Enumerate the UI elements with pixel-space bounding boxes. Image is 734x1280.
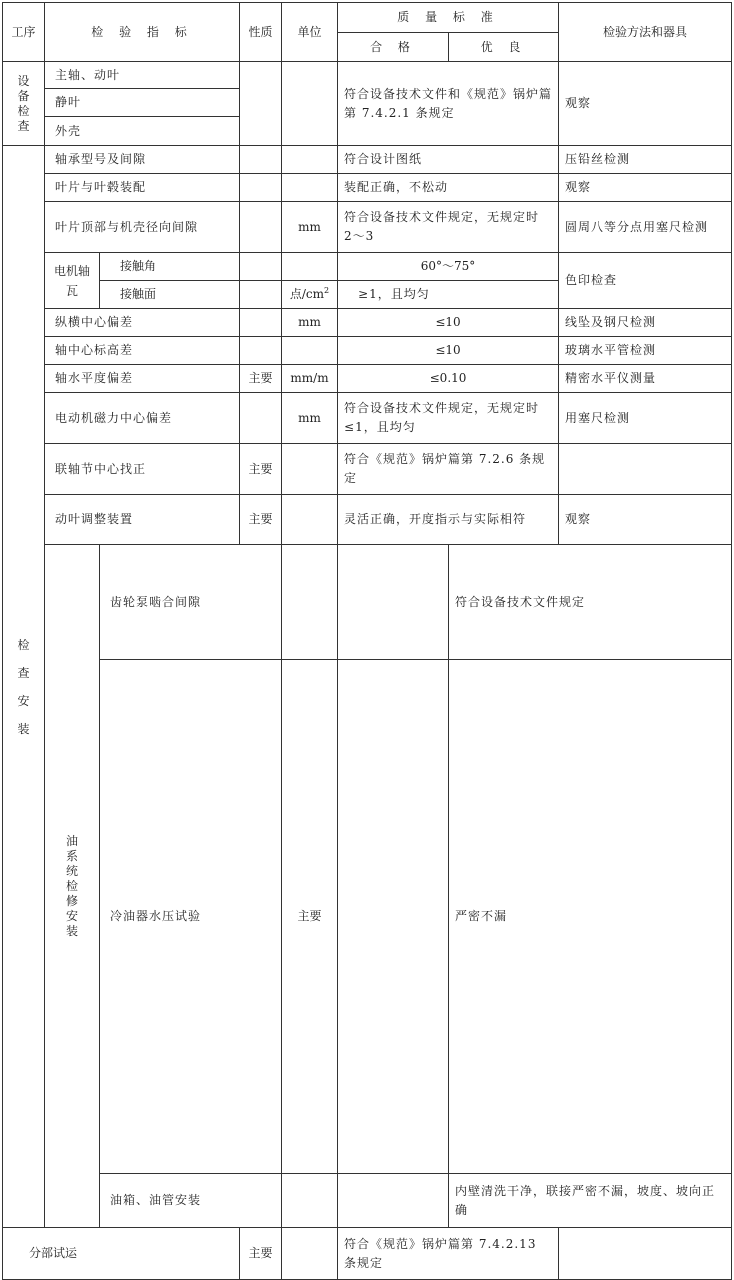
standard-cell: 符合设备技术文件规定，无规定时≤1，且均匀 <box>338 393 559 444</box>
standard-cell: 装配正确，不松动 <box>338 174 559 202</box>
method-cell: 圆周八等分点用塞尺检测 <box>559 202 732 253</box>
unit-cell <box>282 146 338 174</box>
header-qualified: 合 格 <box>338 33 449 62</box>
unit-cell <box>338 545 449 660</box>
unit-cell: mm/m <box>282 365 338 393</box>
header-unit: 单位 <box>282 3 338 62</box>
unit-cell: mm <box>282 202 338 253</box>
standard-cell: ≤10 <box>338 309 559 337</box>
nature-cell: 主要 <box>240 444 282 495</box>
method-cell: 线坠及钢尺检测 <box>559 309 732 337</box>
method-cell <box>559 1228 732 1280</box>
standard-cell: 灵活正确，开度指示与实际相符 <box>338 495 559 545</box>
unit-cell <box>282 62 338 146</box>
header-process: 工序 <box>3 3 45 62</box>
standard-cell: 符合《规范》锅炉篇第 7.4.2.13 条规定 <box>338 1228 559 1280</box>
header-excellent: 优 良 <box>449 33 559 62</box>
header-quality: 质 量 标 准 <box>338 3 559 33</box>
nature-cell <box>240 62 282 146</box>
nature-cell <box>240 174 282 202</box>
standard-cell: 符合设备技术文件规定 <box>449 545 732 660</box>
method-cell: 压铅丝检测 <box>559 146 732 174</box>
unit-cell <box>282 1228 338 1280</box>
section-equipment: 设备检查 <box>3 62 45 146</box>
trial-item-cell: 分部试运 <box>3 1228 240 1280</box>
item-cell: 动叶调整装置 <box>45 495 240 545</box>
item-cell: 外壳 <box>45 117 240 146</box>
method-cell: 观察 <box>559 174 732 202</box>
inspection-table <box>2 2 732 1280</box>
unit-cell <box>282 253 338 281</box>
standard-cell: 内壁清洗干净，联接严密不漏，坡度、坡向正确 <box>449 1174 732 1228</box>
method-cell: 色印检查 <box>559 253 732 309</box>
standard-cell: 符合设备技术文件和《规范》锅炉篇第 7.4.2.1 条规定 <box>338 62 559 146</box>
header-method: 检验方法和器具 <box>559 3 732 62</box>
table-row <box>3 393 732 444</box>
item-cell: 电动机磁力中心偏差 <box>45 393 240 444</box>
item-cell: 轴中心标高差 <box>45 337 240 365</box>
table-row <box>3 253 732 281</box>
table-row <box>3 1228 732 1280</box>
standard-cell: ≤0.10 <box>338 365 559 393</box>
nature-cell: 主要 <box>240 1228 282 1280</box>
item-cell: 纵横中心偏差 <box>45 309 240 337</box>
standard-cell: 严密不漏 <box>449 660 732 1174</box>
item-cell: 冷油器水压试验 <box>100 660 282 1174</box>
table-row <box>3 337 732 365</box>
table-row <box>3 62 732 89</box>
unit-cell <box>338 660 449 1174</box>
standard-cell: ≤10 <box>338 337 559 365</box>
standard-cell: 60°～75° <box>338 253 559 281</box>
nature-cell: 主要 <box>240 495 282 545</box>
unit-cell <box>282 444 338 495</box>
item-cell: 叶片与叶毂装配 <box>45 174 240 202</box>
table-row <box>3 660 732 1174</box>
method-cell: 玻璃水平管检测 <box>559 337 732 365</box>
section-oil: 油系统检修安装 <box>45 545 100 1228</box>
table-row <box>3 146 732 174</box>
unit-cell: mm <box>282 393 338 444</box>
table-row <box>3 1174 732 1228</box>
method-cell: 观察 <box>559 495 732 545</box>
item-cell: 接触面 <box>100 281 240 309</box>
table-row <box>3 365 732 393</box>
item-cell: 轴水平度偏差 <box>45 365 240 393</box>
nature-cell <box>240 146 282 174</box>
unit-cell: 点$/cm^2$ <box>282 281 338 309</box>
unit-cell <box>282 174 338 202</box>
method-cell: 用塞尺检测 <box>559 393 732 444</box>
motor-bearing-group: 电机轴瓦 <box>45 253 100 309</box>
item-cell: 叶片顶部与机壳径向间隙 <box>45 202 240 253</box>
nature-cell <box>240 337 282 365</box>
header-indicator: 检 验 指 标 <box>45 3 240 62</box>
nature-cell <box>282 545 338 660</box>
item-cell: 主轴、动叶 <box>45 62 240 89</box>
item-cell: 联轴节中心找正 <box>45 444 240 495</box>
table-row <box>3 202 732 253</box>
nature-cell <box>240 281 282 309</box>
table-row <box>3 545 732 660</box>
unit-cell <box>282 337 338 365</box>
nature-cell <box>240 393 282 444</box>
unit-cell <box>338 1174 449 1228</box>
table-row <box>3 309 732 337</box>
method-cell <box>559 444 732 495</box>
nature-cell: 主要 <box>240 365 282 393</box>
item-cell: 接触角 <box>100 253 240 281</box>
nature-cell <box>240 253 282 281</box>
header-nature: 性质 <box>240 3 282 62</box>
section-install: 检查安装 <box>3 146 45 1228</box>
table-row <box>3 495 732 545</box>
nature-cell <box>240 309 282 337</box>
standard-cell: 符合设计图纸 <box>338 146 559 174</box>
method-cell: 精密水平仪测量 <box>559 365 732 393</box>
standard-cell: 符合《规范》锅炉篇第 7.2.6 条规定 <box>338 444 559 495</box>
table-row <box>3 174 732 202</box>
nature-cell: 主要 <box>282 660 338 1174</box>
table-row <box>3 444 732 495</box>
standard-cell: 符合设备技术文件规定，无规定时 2～3 <box>338 202 559 253</box>
method-cell: 观察 <box>559 62 732 146</box>
unit-cell: mm <box>282 309 338 337</box>
item-cell: 静叶 <box>45 89 240 117</box>
item-cell: 轴承型号及间隙 <box>45 146 240 174</box>
nature-cell <box>282 1174 338 1228</box>
standard-cell: ≥1，且均匀 <box>338 281 559 309</box>
item-cell: 油箱、油管安装 <box>100 1174 282 1228</box>
nature-cell <box>240 202 282 253</box>
header-row <box>3 3 732 33</box>
unit-cell <box>282 495 338 545</box>
item-cell: 齿轮泵啮合间隙 <box>100 545 282 660</box>
